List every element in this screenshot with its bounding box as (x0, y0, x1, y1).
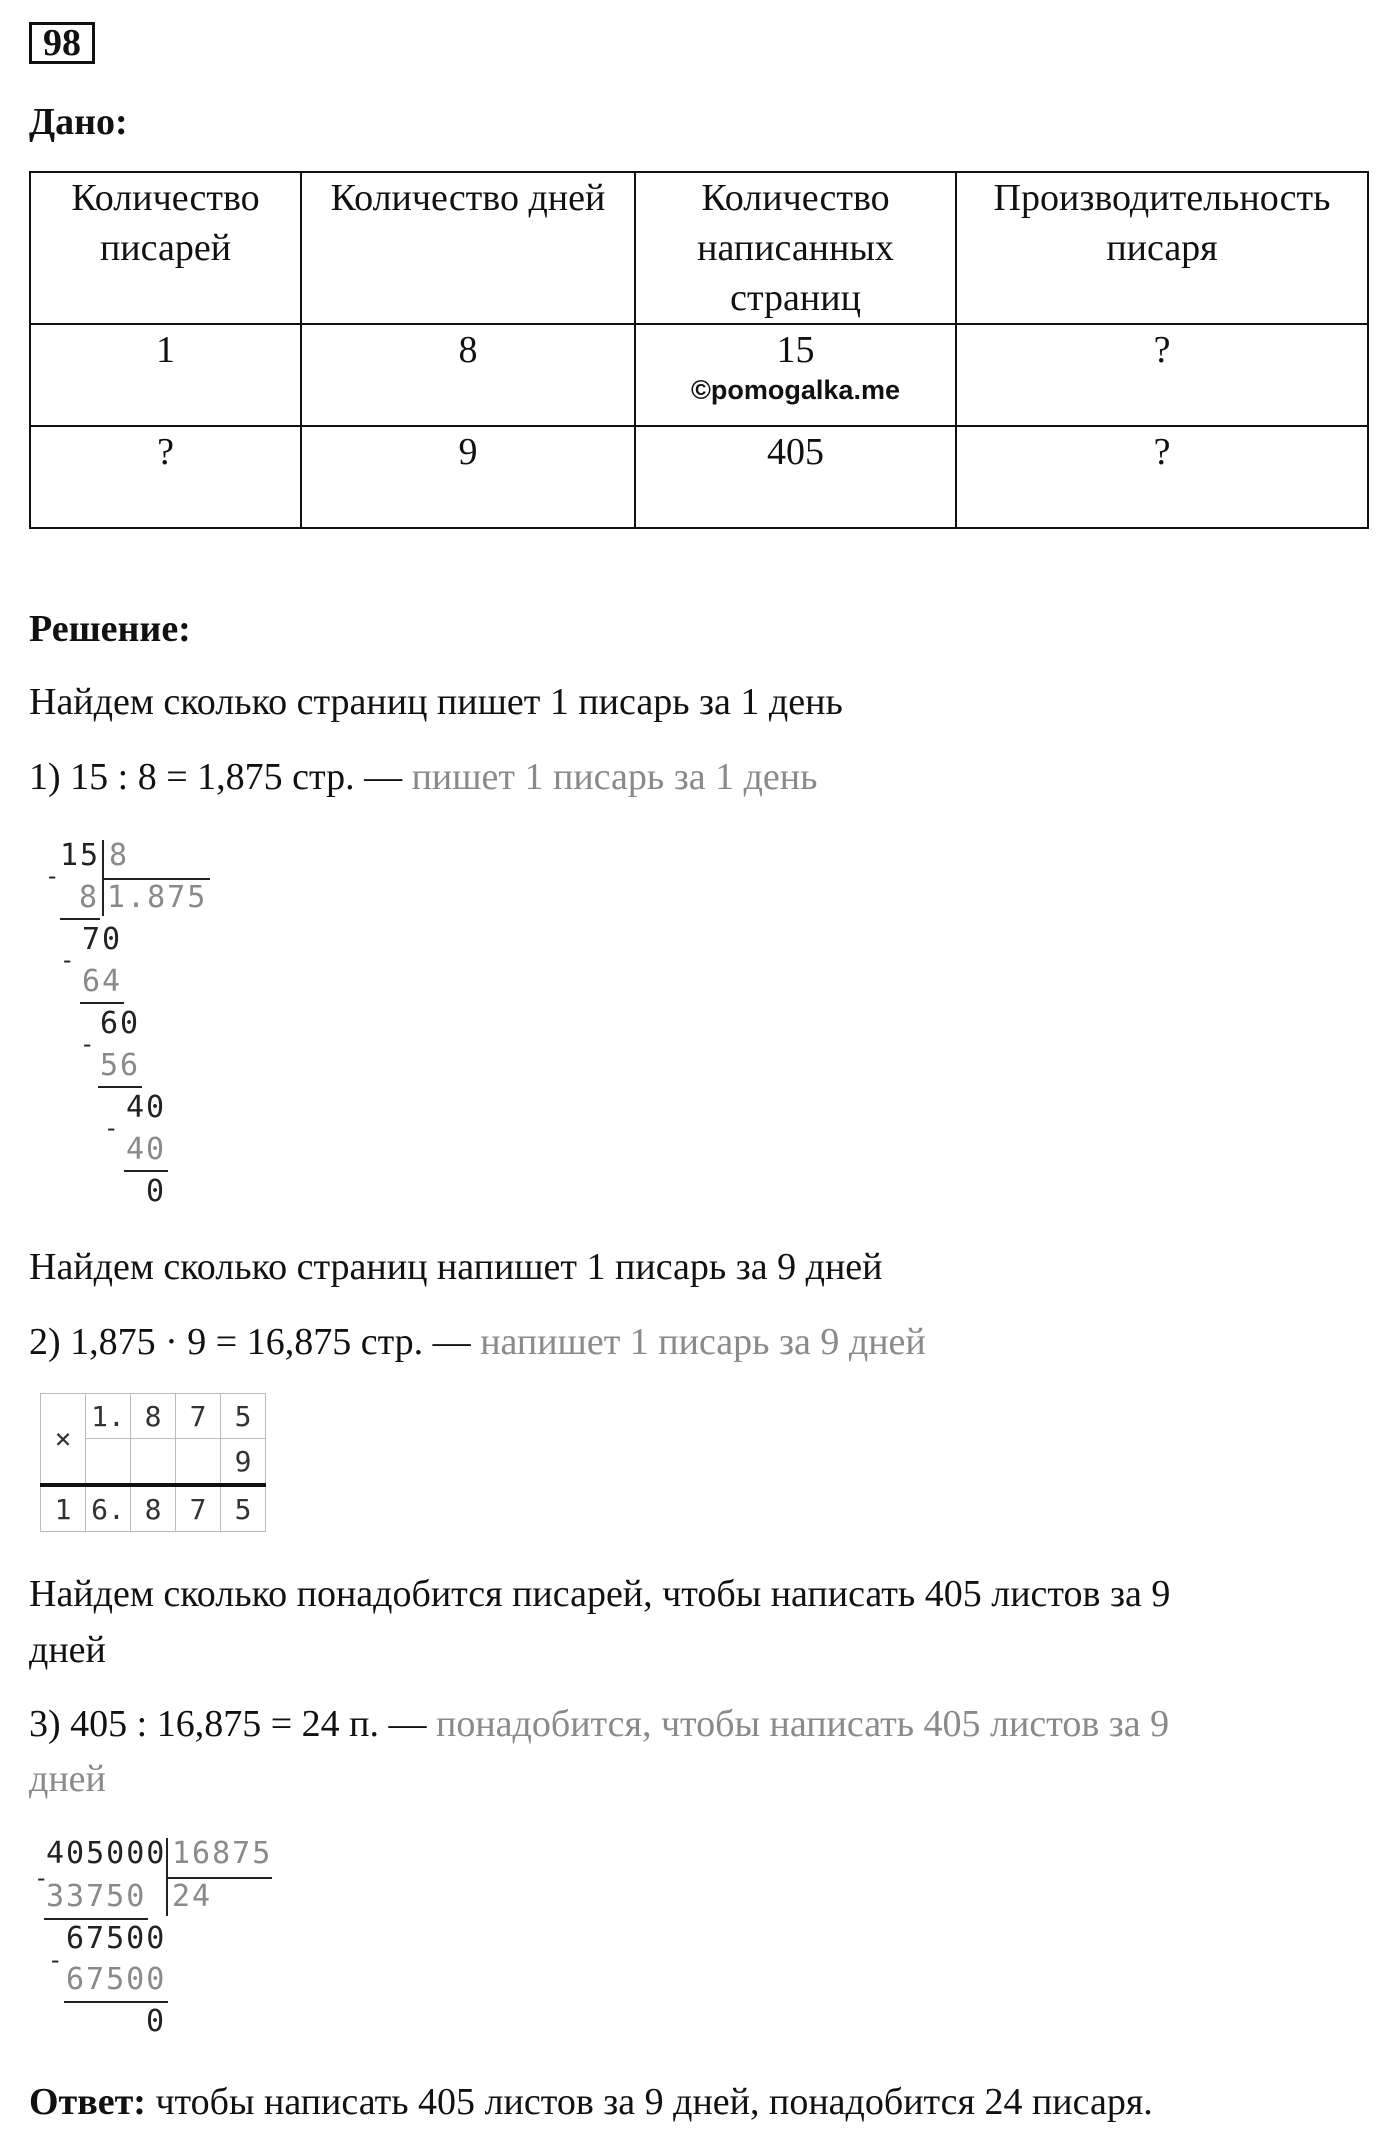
div2-divisor: 16875 (172, 1836, 273, 1871)
mult-cell (176, 1439, 221, 1486)
answer-label: Ответ: (29, 2081, 146, 2123)
div2-line: 33750 (46, 1879, 147, 1914)
step3-expr: 3) 405 : 16,875 = 24 п. — (29, 1703, 427, 1745)
div1-line: 40 (126, 1132, 167, 1167)
step2-expression (29, 1320, 926, 1364)
mult-row (41, 1394, 266, 1439)
div1-dividend: 15 (60, 838, 101, 873)
mult-cell: 8 (131, 1394, 176, 1439)
mult-cell: 7 (176, 1394, 221, 1439)
table-row (30, 426, 1368, 528)
table-cell: 8 (301, 324, 635, 426)
table-cell: 9 (301, 426, 635, 528)
multiplication-grid (40, 1393, 266, 1532)
div1-line: 64 (82, 964, 123, 999)
table-cell: 1 (30, 324, 301, 426)
step2-note: напишет 1 писарь за 9 дней (480, 1321, 926, 1363)
header-days: Количество дней (301, 172, 635, 324)
div2-line: 67500 (66, 1962, 167, 1997)
step1-note: пишет 1 писарь за 1 день (411, 756, 818, 798)
table-header-row (30, 172, 1368, 324)
header-pages: Количество написанных страниц (635, 172, 956, 324)
mult-cell: 1 (41, 1485, 86, 1532)
answer-text: чтобы написать 405 листов за 9 дней, понадобится 24 писаря. (155, 2081, 1153, 2123)
mult-cell (86, 1439, 131, 1486)
step3-expression (29, 1702, 1169, 1746)
watermark: ©pomogalka.me (691, 375, 900, 405)
header-productivity: Производительность писаря (956, 172, 1368, 324)
step3-intro-line1: Найдем сколько понадобится писарей, чтобы написать 405 листов за 9 (29, 1573, 1171, 1615)
mult-cell: 7 (176, 1485, 221, 1532)
step3-note-line1: понадобится, чтобы написать 405 листов за 9 (435, 1703, 1170, 1745)
div1-quotient: 1.875 (107, 880, 208, 915)
step3-intro-line2: дней (29, 1629, 106, 1671)
table-cell-value: 15 (776, 329, 815, 371)
mult-cell: 5 (221, 1485, 266, 1532)
div1-line: 56 (100, 1048, 141, 1083)
div1-line: 0 (146, 1174, 167, 1209)
table-cell: 405 (635, 426, 956, 528)
mult-cell: 6. (86, 1485, 131, 1532)
step2-intro: Найдем сколько страниц напишет 1 писарь за 9 дней (29, 1246, 883, 1288)
mult-sign: × (41, 1394, 86, 1486)
header-scribes: Количество писарей (30, 172, 301, 324)
mult-cell: 9 (221, 1439, 266, 1486)
step1-expr: 1) 15 : 8 = 1,875 стр. — (29, 756, 403, 798)
table-cell (635, 324, 956, 426)
table-cell: ? (956, 426, 1368, 528)
table-cell: ? (30, 426, 301, 528)
div2-dividend: 405000 (46, 1836, 167, 1871)
mult-cell (131, 1439, 176, 1486)
div1-line: 40 (126, 1090, 167, 1125)
given-table (29, 171, 1369, 529)
div2-line: 67500 (66, 1921, 167, 1956)
div1-line: 8 (79, 880, 100, 915)
step1-intro: Найдем сколько страниц пишет 1 писарь за 1 день (29, 681, 843, 723)
table-cell: ? (956, 324, 1368, 426)
div1-divisor: 8 (109, 838, 130, 873)
step3-note-line2: дней (29, 1758, 106, 1800)
step2-expr: 2) 1,875 · 9 = 16,875 стр. — (29, 1321, 471, 1363)
div1-line: 60 (100, 1006, 141, 1041)
answer-line (29, 2080, 1153, 2124)
mult-cell: 5 (221, 1394, 266, 1439)
step1-expression (29, 755, 817, 799)
mult-cell: 8 (131, 1485, 176, 1532)
given-label: Дано: (29, 101, 128, 143)
div2-line: 0 (146, 2004, 167, 2039)
table-row (30, 324, 1368, 426)
div2-quotient: 24 (172, 1879, 213, 1914)
problem-number: 98 (29, 22, 95, 64)
div1-line: 70 (82, 922, 123, 957)
solution-label: Решение: (29, 608, 191, 650)
mult-result-row (41, 1485, 266, 1532)
mult-cell: 1. (86, 1394, 131, 1439)
